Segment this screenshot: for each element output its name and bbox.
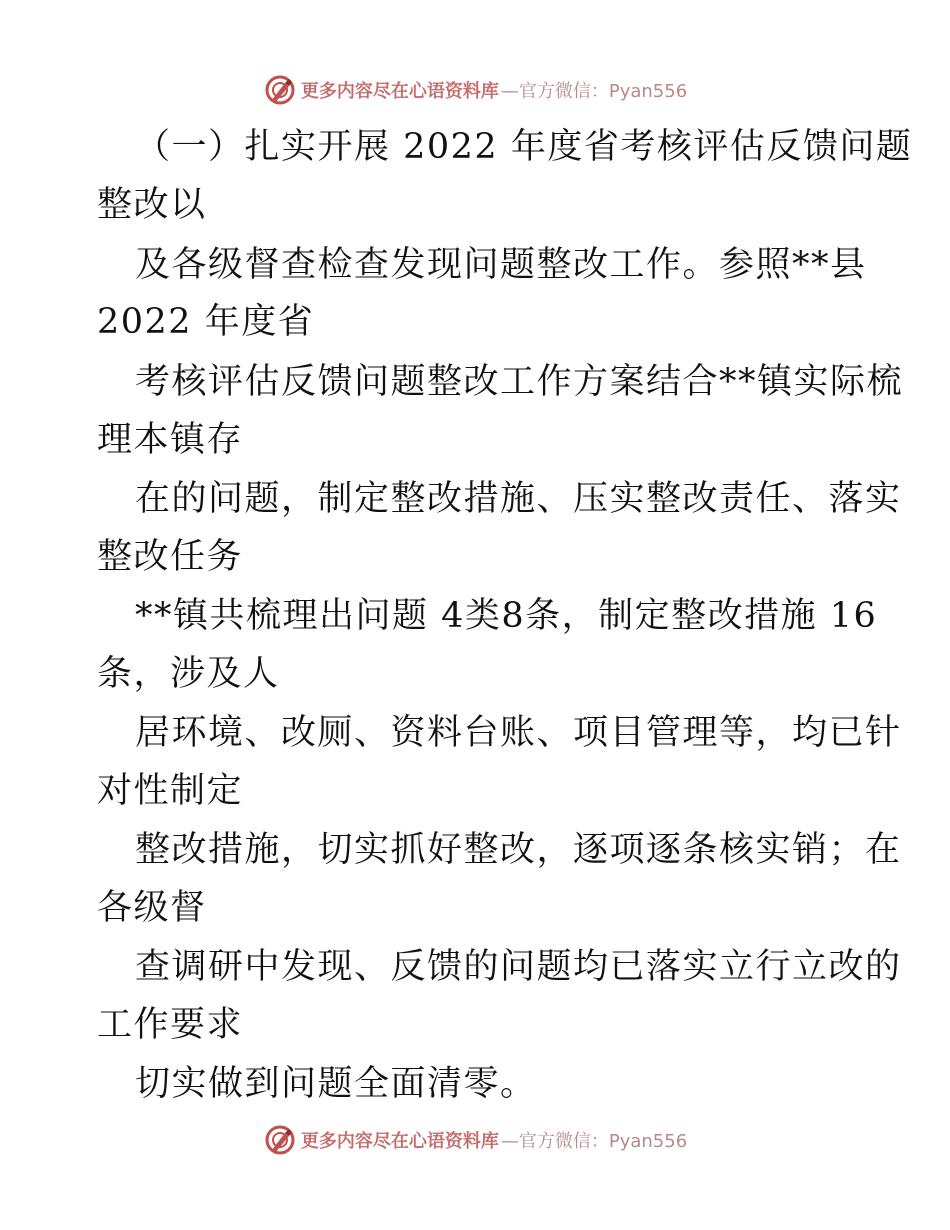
text-line: 及各级督查检查发现问题整改工作。参照**县 [135,245,867,285]
text-line: 条，涉及人 [97,654,280,694]
text-line: 整改措施，切实抓好整改，逐项逐条核实销；在 [135,830,902,870]
pen-logo-icon [263,1123,297,1157]
text-line: （一）扎实开展 2022 年度省考核评估反馈问题 [135,127,913,167]
text-line: 查调研中发现、反馈的问题均已落实立行立改的 [135,947,902,987]
watermark-sub-text: —官方微信：Pyan556 [500,1131,688,1152]
footer-watermark [0,1120,950,1160]
text-line: 整改任务 [97,537,244,577]
text-line: 工作要求 [97,1005,244,1045]
text-line: 考核评估反馈问题整改工作方案结合**镇实际梳 [135,362,904,402]
watermark-main-text: 更多内容尽在心语资料库 [300,81,499,102]
text-line: 理本镇存 [97,420,244,460]
text-line: 居环境、改厕、资料台账、项目管理等，均已针 [135,713,902,753]
pen-logo-icon [263,73,297,107]
text-line: 2022 年度省 [97,302,315,342]
text-line: 对性制定 [97,771,244,811]
text-line: 各级督 [97,888,207,928]
text-line: 整改以 [97,185,207,225]
watermark-sub-text: —官方微信：Pyan556 [500,81,688,102]
text-line: 在的问题，制定整改措施、压实整改责任、落实 [135,479,902,519]
watermark-main-text: 更多内容尽在心语资料库 [300,1131,499,1152]
text-line: **镇共梳理出问题 4类8条，制定整改措施 16 [135,596,878,636]
header-watermark [0,70,950,110]
text-line: 切实做到问题全面清零。 [135,1064,537,1104]
